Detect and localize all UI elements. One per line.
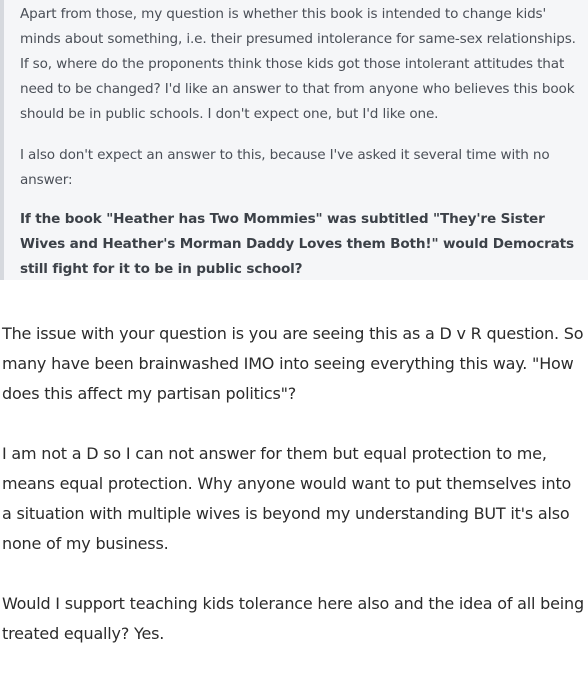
reply-paragraph: Would I support teaching kids tolerance here also and the idea of all being treated equally? Yes. [2,594,584,643]
quoted-post [0,0,588,280]
reply-paragraph: The issue with your question is you are seeing this as a D v R question. So many have been brainwashed IMO into seeing everything this way. "How does this affect my partisan politics"? [2,324,584,403]
quote-paragraph: I also don't expect an answer to this, because I've asked it several time with no answer: [20,147,550,188]
quote-bold-question: If the book "Heather has Two Mommies" was subtitled "They're Sister Wives and Heather's Morman Daddy Loves them Both!" would Democrats still fight for it to be in public school? [20,211,574,277]
quote-paragraph: Apart from those, my question is whether this book is intended to change kids' minds about something, i.e. their presumed intolerance for same-sex relationships. If so, where do the proponents think those kids got those intolerant attitudes that need to be changed? I'd like an answer to that from anyone who believes this book should be in public schools. I don't expect one, but I'd like one. [20,6,576,122]
reply-post-body [0,319,588,679]
reply-paragraph: I am not a D so I can not answer for them but equal protection to me, means equal protection. Why anyone would want to put themselves into a situation with multiple wives is beyond my understanding BUT it's also none of my business. [2,444,572,553]
